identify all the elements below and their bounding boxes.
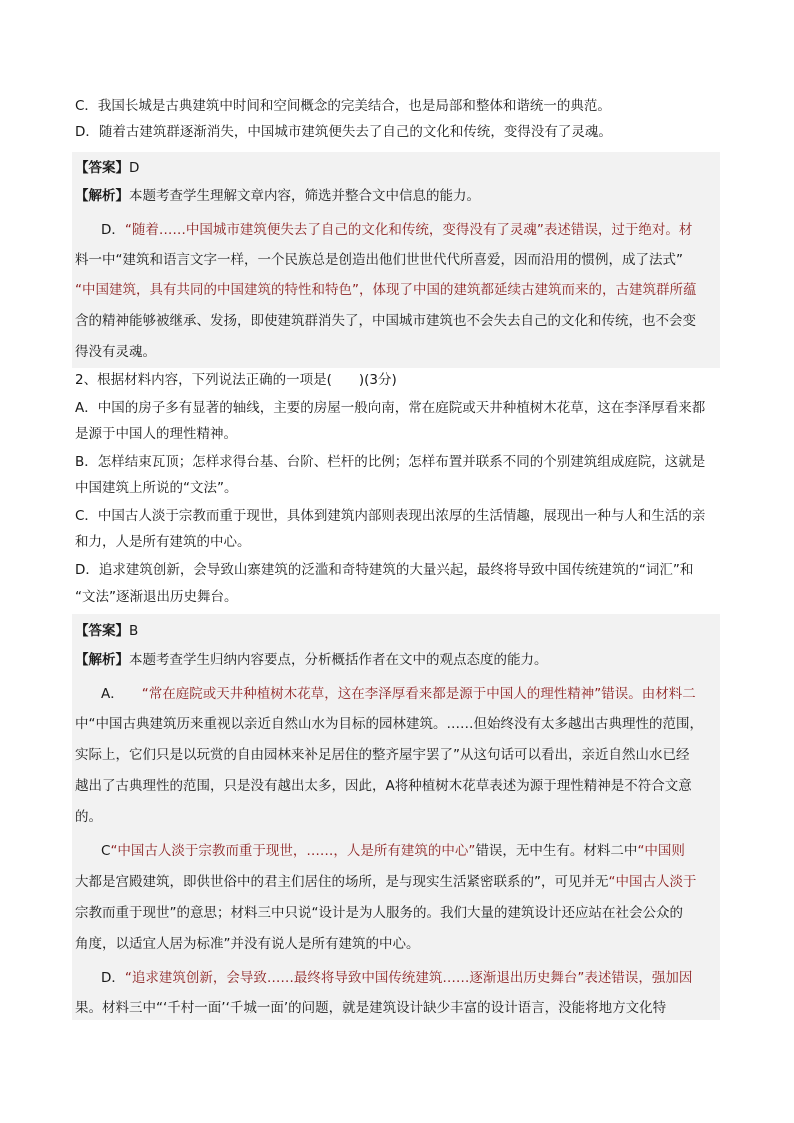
option-a-line-2: 是源于中国人的理性精神。 [75,426,237,442]
option-c-line-1: C．中国古人淡于宗教而重于现世，具体到建筑内部则表现出浓厚的生活情趣，展现出一种与人和生活的亲 [75,508,706,524]
analysis-tag: 【解析】 [75,652,129,668]
quoted-text: “中国则 [637,843,685,859]
analysis-a-line-1 [101,684,696,704]
analysis-para-line: “中国建筑，具有共同的中国建筑的特性和特色”，体现了中国的建筑都延续古建筑而来的，古建筑群所蕴 [75,282,697,298]
para-prefix: C [101,843,111,859]
analysis-c-line-1 [101,841,685,861]
option-d-text: D．随着古建筑群逐渐消失，中国城市建筑便失去了自己的文化和传统，变得没有了灵魂。 [75,124,612,140]
analysis-a-line: 的。 [75,809,102,825]
analysis-c-line: 角度，以适宜人居为标准”并没有说人是所有建筑的中心。 [75,936,420,952]
analysis-text: 本题考查学生理解文章内容，筛选并整合文中信息的能力。 [129,188,480,204]
answer-line-2 [75,621,138,641]
analysis-c-line-2 [75,872,697,892]
analysis-d-line: 果。材料三中“‘千村一面’‘千城一面’的问题，就是建筑设计缺少丰富的设计语言，没能将地方文化特 [75,1000,667,1016]
quoted-text: “追求建筑创新，会导致……最终将导致中国传统建筑……逐渐退出历史舞台”表述错误，强加因 [124,970,693,986]
analysis-d-line-1 [101,968,692,988]
analysis-a-line: 越出了古典理性的范围，只是没有越出太多，因此，A将种植树木花草表述为源于理性精神是不符合文意 [75,778,692,794]
quoted-text: “随着……中国城市建筑便失去了自己的文化和传统，变得没有了灵魂”表述错误，过于绝对。材 [124,222,693,238]
quoted-text: “中国古人淡于宗教而重于现世，……，人是所有建筑的中心” [110,843,476,859]
analysis-para-line: 料一中“建筑和语言文字一样，一个民族总是创造出他们世世代代所喜爱，因而沿用的惯例，成了法式” [75,252,683,268]
answer-line-1 [75,158,139,178]
analysis-para-line: 得没有灵魂。 [75,344,156,360]
answer-box-2 [72,614,720,1020]
analysis-tag: 【解析】 [75,188,129,204]
analysis-line-1 [75,186,480,206]
option-d-line-2: “文法”逐渐退出历史舞台。 [75,589,238,605]
plain-text: 大都是宫殿建筑，即供世俗中的君主们居住的场所，是与现实生活紧密联系的”，可见并无 [75,874,609,890]
analysis-a-line: 中“中国古典建筑历来重视以亲近自然山水为目标的园林建筑。……但始终没有太多越出古典理性的范围， [75,716,703,732]
answer-value: D [129,160,140,176]
quoted-text: “常在庭院或天井种植树木花草，这在李泽厚看来都是源于中国人的理性精神”错误。由材料二 [141,686,696,702]
analysis-para-1 [101,220,692,240]
para-prefix: D． [101,970,125,986]
option-b-line-2: 中国建筑上所说的“文法”。 [75,480,238,496]
analysis-para-line: 含的精神能够被继承、发扬，即使建筑群消失了，中国城市建筑也不会失去自己的文化和传统，也不会变 [75,313,696,329]
option-a-line-1: A．中国的房子多有显著的轴线，主要的房屋一般向南，常在庭院或天井种植树木花草，这在李泽厚看来都 [75,400,706,416]
answer-tag: 【答案】 [75,160,129,176]
para-prefix: A． [101,686,124,702]
analysis-a-line: 实际上，它们只是以玩赏的自由园林来补足居住的整齐屋宇罢了”从这句话可以看出，亲近自然山水已经 [75,747,690,763]
answer-tag: 【答案】 [75,623,129,639]
option-b-line-1: B．怎样结束瓦顶；怎样求得台基、台阶、栏杆的比例；怎样布置并联系不同的个别建筑组成庭院，这就是 [75,454,706,470]
analysis-text: 本题考查学生归纳内容要点，分析概括作者在文中的观点态度的能力。 [129,652,548,668]
analysis-c-line: 宗教而重于现世”的意思；材料三中只说“设计是为人服务的。我们大量的建筑设计还应站在社会公众的 [75,905,683,921]
answer-value: B [129,623,139,639]
analysis-line-2 [75,650,548,670]
plain-text: 错误，无中生有。材料二中 [475,843,638,859]
option-c-line-2: 和力，人是所有建筑的中心。 [75,534,251,550]
quoted-text: “中国古人淡于 [608,874,697,890]
option-c-text: C．我国长城是古典建筑中时间和空间概念的完美结合，也是局部和整体和谐统一的典范。 [75,98,611,114]
para-prefix: D． [101,222,125,238]
question-stem: 2、根据材料内容，下列说法正确的一项是( )(3分) [75,372,397,388]
option-d-line-1: D．追求建筑创新，会导致山寨建筑的泛滥和奇特建筑的大量兴起，最终将导致中国传统建筑的“词汇”和 [75,562,694,578]
